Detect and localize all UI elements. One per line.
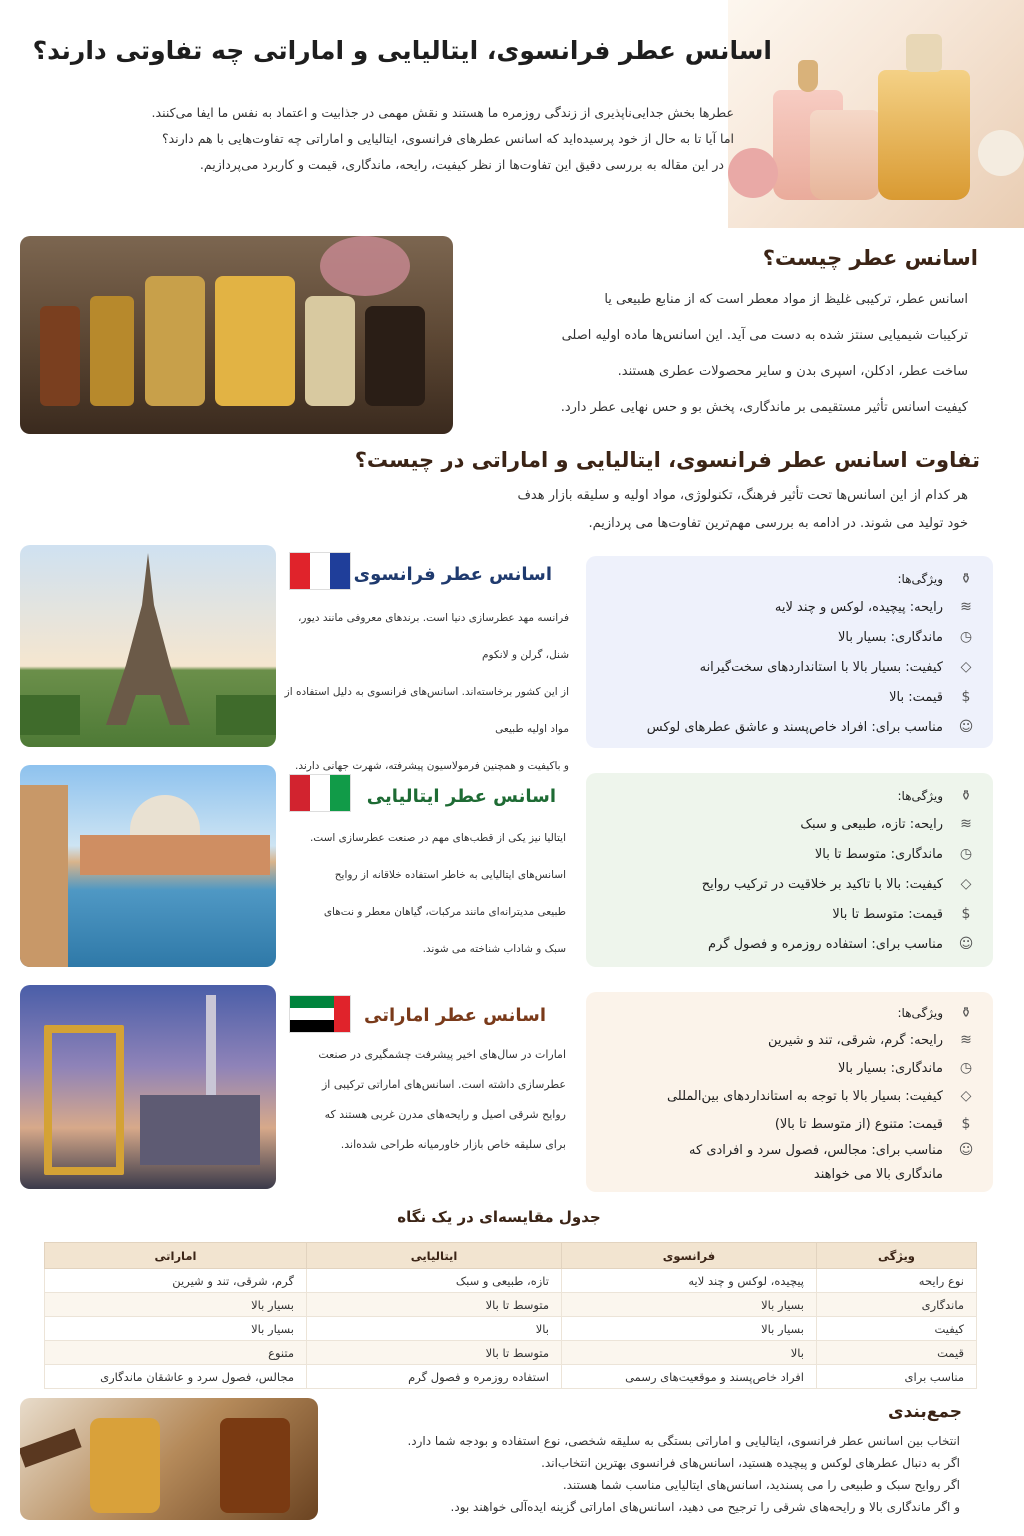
table-cell: قیمت (817, 1341, 977, 1365)
table-cell: بسیار بالا (562, 1317, 817, 1341)
feature-item: کیفیت: بسیار بالا با توجه به استانداردهای بین‌المللی (666, 1088, 943, 1104)
clock-icon: ◷ (959, 846, 973, 862)
diamond-icon: ◇ (960, 659, 972, 675)
france-features-card (586, 556, 993, 748)
price-icon: $ (961, 689, 971, 705)
uae-description-line: عطرسازی داشته است. اسانس‌های اماراتی ترکیبی از (322, 1078, 566, 1091)
uae-description-line: برای سلیقه خاص بازار خاورمیانه طراحی شده‌اند. (340, 1138, 566, 1151)
table-cell: متنوع (45, 1341, 307, 1365)
table-row (45, 1341, 977, 1365)
price-icon: $ (961, 1116, 971, 1132)
scent-icon: ≋ (960, 816, 972, 832)
summary-line: انتخاب بین اسانس عطر فرانسوی، ایتالیایی و اماراتی بستگی به سلیقه شخصی، نوع استفاده و بودجه شما دارد. (407, 1434, 960, 1448)
feature-item: ماندگاری: متوسط تا بالا (814, 846, 943, 862)
user-icon: ☺ (958, 719, 974, 735)
what-line: کیفیت اسانس تأثیر مستقیمی بر ماندگاری، پخش بو و حس نهایی عطر دارد. (560, 400, 968, 415)
italy-flag (290, 775, 350, 811)
france-description-line: از این کشور برخاسته‌اند. اسانس‌های فرانسوی به دلیل استفاده از مواد اولیه طبیعی (284, 686, 569, 735)
scent-icon: ≋ (960, 1032, 972, 1048)
summary-line: اگر روایح سبک و طبیعی را می پسندید، اسانس‌های ایتالیایی مناسب شما هستند. (562, 1478, 960, 1492)
bottle-icon: ⚱ (960, 1005, 972, 1021)
feature-item: مناسب برای: استفاده روزمره و فصول گرم (708, 936, 943, 952)
feature-item: رایحه: تازه، طبیعی و سبک (800, 816, 943, 832)
features-label: ویژگی‌ها: (897, 1006, 943, 1020)
table-heading: جدول مقایسه‌ای در یک نگاه (397, 1208, 601, 1226)
italy-description-line: اسانس‌های ایتالیایی به خاطر استفاده خلاقانه از روایح (334, 869, 566, 881)
page-title: اسانس عطر فرانسوی، ایتالیایی و اماراتی چه تفاوتی دارند؟ (32, 36, 772, 65)
feature-item: مناسب برای: مجالس، فصول سرد و افرادی که (689, 1142, 943, 1158)
summary-paragraph (320, 1430, 960, 1518)
comparison-table (44, 1242, 977, 1389)
italy-title: اسانس عطر ایتالیایی (366, 786, 556, 807)
feature-item: کیفیت: بالا با تاکید بر خلاقیت در ترکیب روایح (701, 876, 943, 892)
diff-heading: تفاوت اسانس عطر فرانسوی، ایتالیایی و اماراتی در چیست؟ (354, 448, 980, 472)
table-cell: مجالس، فصول سرد و عاشقان ماندگاری (45, 1365, 307, 1389)
italy-description-line: ایتالیا نیز یکی از قطب‌های مهم در صنعت عطرسازی است. (309, 832, 566, 844)
uae-description (286, 1040, 566, 1160)
table-cell: گرم، شرقی، تند و شیرین (45, 1269, 307, 1293)
uae-features-card (586, 992, 993, 1192)
intro-line: عطرها بخش جدایی‌ناپذیری از زندگی روزمره ما هستند و نقش مهمی در جذابیت و اعتماد به نفس ما ایفا می‌کنند. (151, 105, 734, 120)
what-line: ساخت عطر، ادکلن، اسپری بدن و سایر محصولات عطری هستند. (617, 364, 968, 379)
table-row (45, 1269, 977, 1293)
table-cell: بالا (562, 1341, 817, 1365)
table-cell: پیچیده، لوکس و چند لایه (562, 1269, 817, 1293)
bottle-icon: ⚱ (960, 571, 972, 587)
italy-features-card (586, 773, 993, 967)
italy-description-line: طبیعی مدیترانه‌ای مانند مرکبات، گیاهان معطر و نت‌های (323, 906, 566, 918)
table-row (45, 1293, 977, 1317)
user-icon: ☺ (958, 1142, 974, 1158)
feature-item: ماندگاری بالا می خواهند (813, 1166, 943, 1182)
feature-item: کیفیت: بسیار بالا با استانداردهای سخت‌گیرانه (699, 659, 943, 675)
france-eiffel-image (20, 545, 276, 747)
clock-icon: ◷ (959, 629, 973, 645)
table-cell: بسیار بالا (562, 1293, 817, 1317)
table-cell: متوسط تا بالا (307, 1341, 562, 1365)
france-description-line: فرانسه مهد عطرسازی دنیا است. برندهای معروفی مانند دیور، شنل، گرلن و لانکوم (298, 612, 569, 661)
table-cell: بسیار بالا (45, 1293, 307, 1317)
summary-heading: جمع‌بندی (888, 1402, 962, 1422)
table-header: ایتالیایی (307, 1243, 562, 1269)
table-header: ویژگی (817, 1243, 977, 1269)
intro-paragraph (54, 100, 734, 178)
uae-description-line: امارات در سال‌های اخیر پیشرفت چشمگیری در صنعت (318, 1048, 566, 1061)
feature-item: قیمت: متوسط تا بالا (832, 906, 943, 922)
price-icon: $ (961, 906, 971, 922)
what-line: اسانس عطر، ترکیبی غلیظ از مواد معطر است که از منابع طبیعی یا (604, 292, 968, 307)
scent-icon: ≋ (960, 599, 972, 615)
table-cell: ماندگاری (817, 1293, 977, 1317)
feature-item: قیمت: بالا (889, 689, 943, 705)
france-description-line: و باکیفیت و همچنین فرمولاسیون پیشرفته، شهرت جهانی دارند. (295, 760, 569, 772)
table-cell: بالا (307, 1317, 562, 1341)
france-flag (290, 553, 350, 589)
comparison-table-wrap (44, 1242, 977, 1389)
feature-item: رایحه: گرم، شرقی، تند و شیرین (768, 1032, 943, 1048)
clock-icon: ◷ (959, 1060, 973, 1076)
uae-flag (290, 996, 350, 1032)
diamond-icon: ◇ (960, 1088, 972, 1104)
diff-paragraph (368, 482, 968, 538)
table-cell: استفاده روزمره و فصول گرم (307, 1365, 562, 1389)
feature-item: مناسب برای: افراد خاص‌پسند و عاشق عطرهای لوکس (646, 719, 943, 735)
summary-perfume-image (20, 1398, 318, 1520)
bottle-icon: ⚱ (960, 788, 972, 804)
france-description (279, 600, 569, 785)
hero-perfume-image (728, 0, 1024, 228)
italy-venice-image (20, 765, 276, 967)
feature-item: قیمت: متنوع (از متوسط تا بالا) (774, 1116, 943, 1132)
diamond-icon: ◇ (960, 876, 972, 892)
table-cell: متوسط تا بالا (307, 1293, 562, 1317)
uae-title: اسانس عطر اماراتی (364, 1005, 546, 1026)
table-header: اماراتی (45, 1243, 307, 1269)
what-line: ترکیبات شیمیایی سنتز شده به دست می آید. این اسانس‌ها ماده اولیه اصلی (561, 328, 968, 343)
what-paragraph (448, 282, 968, 426)
table-row (45, 1365, 977, 1389)
what-heading: اسانس عطر چیست؟ (762, 246, 978, 270)
diff-line: هر کدام از این اسانس‌ها تحت تأثیر فرهنگ، تکنولوژی، مواد اولیه و سلیقه بازار هدف (517, 488, 968, 503)
table-cell: بسیار بالا (45, 1317, 307, 1341)
user-icon: ☺ (958, 936, 974, 952)
feature-item: رایحه: پیچیده، لوکس و چند لایه (774, 599, 943, 615)
summary-line: و اگر ماندگاری بالا و رایحه‌های شرقی را ترجیح می دهید، اسانس‌های اماراتی گزینه ایده‌آلی خواهند بود. (450, 1500, 960, 1514)
summary-line: اگر به دنبال عطرهای لوکس و پیچیده هستید، اسانس‌های فرانسوی بهترین انتخاب‌اند. (541, 1456, 960, 1470)
essence-bottles-image (20, 236, 453, 434)
intro-line: اما آیا تا به حال از خود پرسیده‌اید که اسانس عطرهای فرانسوی، ایتالیایی و اماراتی چه تفاوت‌هایی با هم دارند؟ (161, 131, 734, 146)
uae-description-line: روایح شرقی اصیل و رایحه‌های مدرن غربی هستند که (324, 1108, 566, 1121)
table-cell: افراد خاص‌پسند و موقعیت‌های رسمی (562, 1365, 817, 1389)
france-title: اسانس عطر فرانسوی (353, 564, 552, 585)
table-cell: تازه، طبیعی و سبک (307, 1269, 562, 1293)
italy-description (286, 820, 566, 968)
diff-line: خود تولید می شوند. در ادامه به بررسی مهم‌ترین تفاوت‌ها می پردازیم. (588, 516, 968, 531)
table-row (45, 1317, 977, 1341)
table-header: فرانسوی (562, 1243, 817, 1269)
intro-line: در این مقاله به بررسی دقیق این تفاوت‌ها از نظر کیفیت، رایحه، ماندگاری، قیمت و کاربرد می‌پردازیم. (199, 157, 724, 172)
table-cell: کیفیت (817, 1317, 977, 1341)
uae-dubai-image (20, 985, 276, 1189)
features-label: ویژگی‌ها: (897, 572, 943, 586)
feature-item: ماندگاری: بسیار بالا (838, 629, 943, 645)
italy-description-line: سبک و شاداب شناخته می شوند. (422, 943, 566, 955)
table-cell: مناسب برای (817, 1365, 977, 1389)
features-label: ویژگی‌ها: (897, 789, 943, 803)
feature-item: ماندگاری: بسیار بالا (838, 1060, 943, 1076)
table-cell: نوع رایحه (817, 1269, 977, 1293)
